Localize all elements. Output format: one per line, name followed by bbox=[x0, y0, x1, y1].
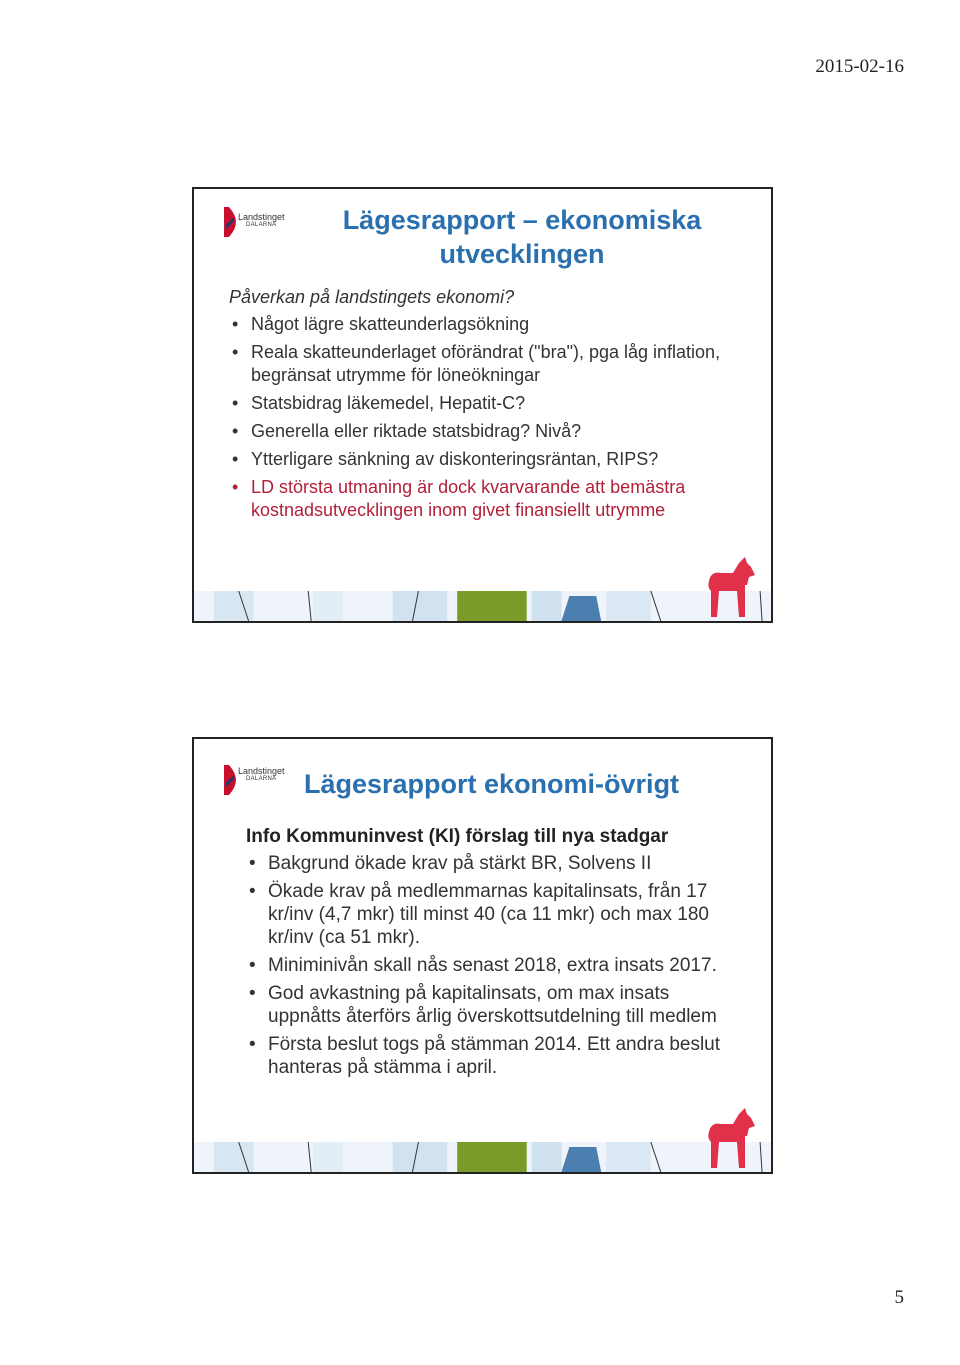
logo-line2: DALARNA bbox=[246, 222, 277, 228]
list-item-highlight: • LD största utmaning är dock kvarvarande att bemästra kostnadsutvecklingen inom givet finansiellt utrymme bbox=[229, 476, 749, 522]
logo-line1: Landstinget bbox=[238, 766, 285, 776]
landstinget-logo-icon bbox=[224, 207, 236, 237]
list-item: • Ökade krav på medlemmarnas kapitalinsats, från 17 kr/inv (4,7 mkr) till minst 40 (ca 11 mkr) och max 180 kr/inv (ca 51 mkr). bbox=[246, 880, 746, 949]
list-item: • Miniminivån skall nås senast 2018, extra insats 2017. bbox=[246, 954, 746, 977]
list-item: • Första beslut togs på stämman 2014. Ett andra beslut hanteras på stämma i april. bbox=[246, 1033, 746, 1079]
logo-line1: Landstinget bbox=[238, 212, 285, 222]
slide-1-bullet-list bbox=[229, 313, 749, 522]
decorative-footer-band bbox=[194, 1142, 771, 1172]
decorative-footer-band bbox=[194, 591, 771, 621]
landstinget-logo-icon bbox=[224, 765, 236, 795]
list-item: • Reala skatteunderlaget oförändrat ("bra"), pga låg inflation, begränsat utrymme för löneökningar bbox=[229, 341, 749, 387]
list-item: • God avkastning på kapitalinsats, om max insats uppnåtts återförs årlig överskottsutdelning till medlem bbox=[246, 982, 746, 1028]
list-item: • Ytterligare sänkning av diskonteringsräntan, RIPS? bbox=[229, 448, 749, 471]
slide-1 bbox=[192, 187, 773, 623]
slide-1-subheading: Påverkan på landstingets ekonomi? bbox=[229, 287, 515, 307]
list-item: • Statsbidrag läkemedel, Hepatit-C? bbox=[229, 392, 749, 415]
page-number: 5 bbox=[894, 1287, 904, 1308]
logo-line2: DALARNA bbox=[246, 776, 277, 782]
list-item: • Generella eller riktade statsbidrag? Nivå? bbox=[229, 420, 749, 443]
slide-2-subheading: Info Kommuninvest (KI) förslag till nya stadgar bbox=[246, 826, 669, 847]
dalahorse-icon bbox=[703, 557, 759, 619]
landstinget-logo bbox=[224, 207, 285, 237]
dalahorse-icon bbox=[703, 1108, 759, 1170]
slide-2-bullet-list bbox=[246, 852, 746, 1079]
landstinget-logo bbox=[224, 765, 285, 795]
slide-2-content bbox=[246, 825, 746, 1084]
slide-2 bbox=[192, 737, 773, 1174]
list-item: • Bakgrund ökade krav på stärkt BR, Solvens II bbox=[246, 852, 746, 875]
slide-2-title: Lägesrapport ekonomi-övrigt bbox=[304, 769, 680, 799]
page-date: 2015-02-16 bbox=[815, 56, 904, 77]
slide-1-title: Lägesrapport – ekonomiska utvecklingen bbox=[342, 205, 702, 269]
list-item: • Något lägre skatteunderlagsökning bbox=[229, 313, 749, 336]
slide-1-content bbox=[229, 286, 749, 527]
